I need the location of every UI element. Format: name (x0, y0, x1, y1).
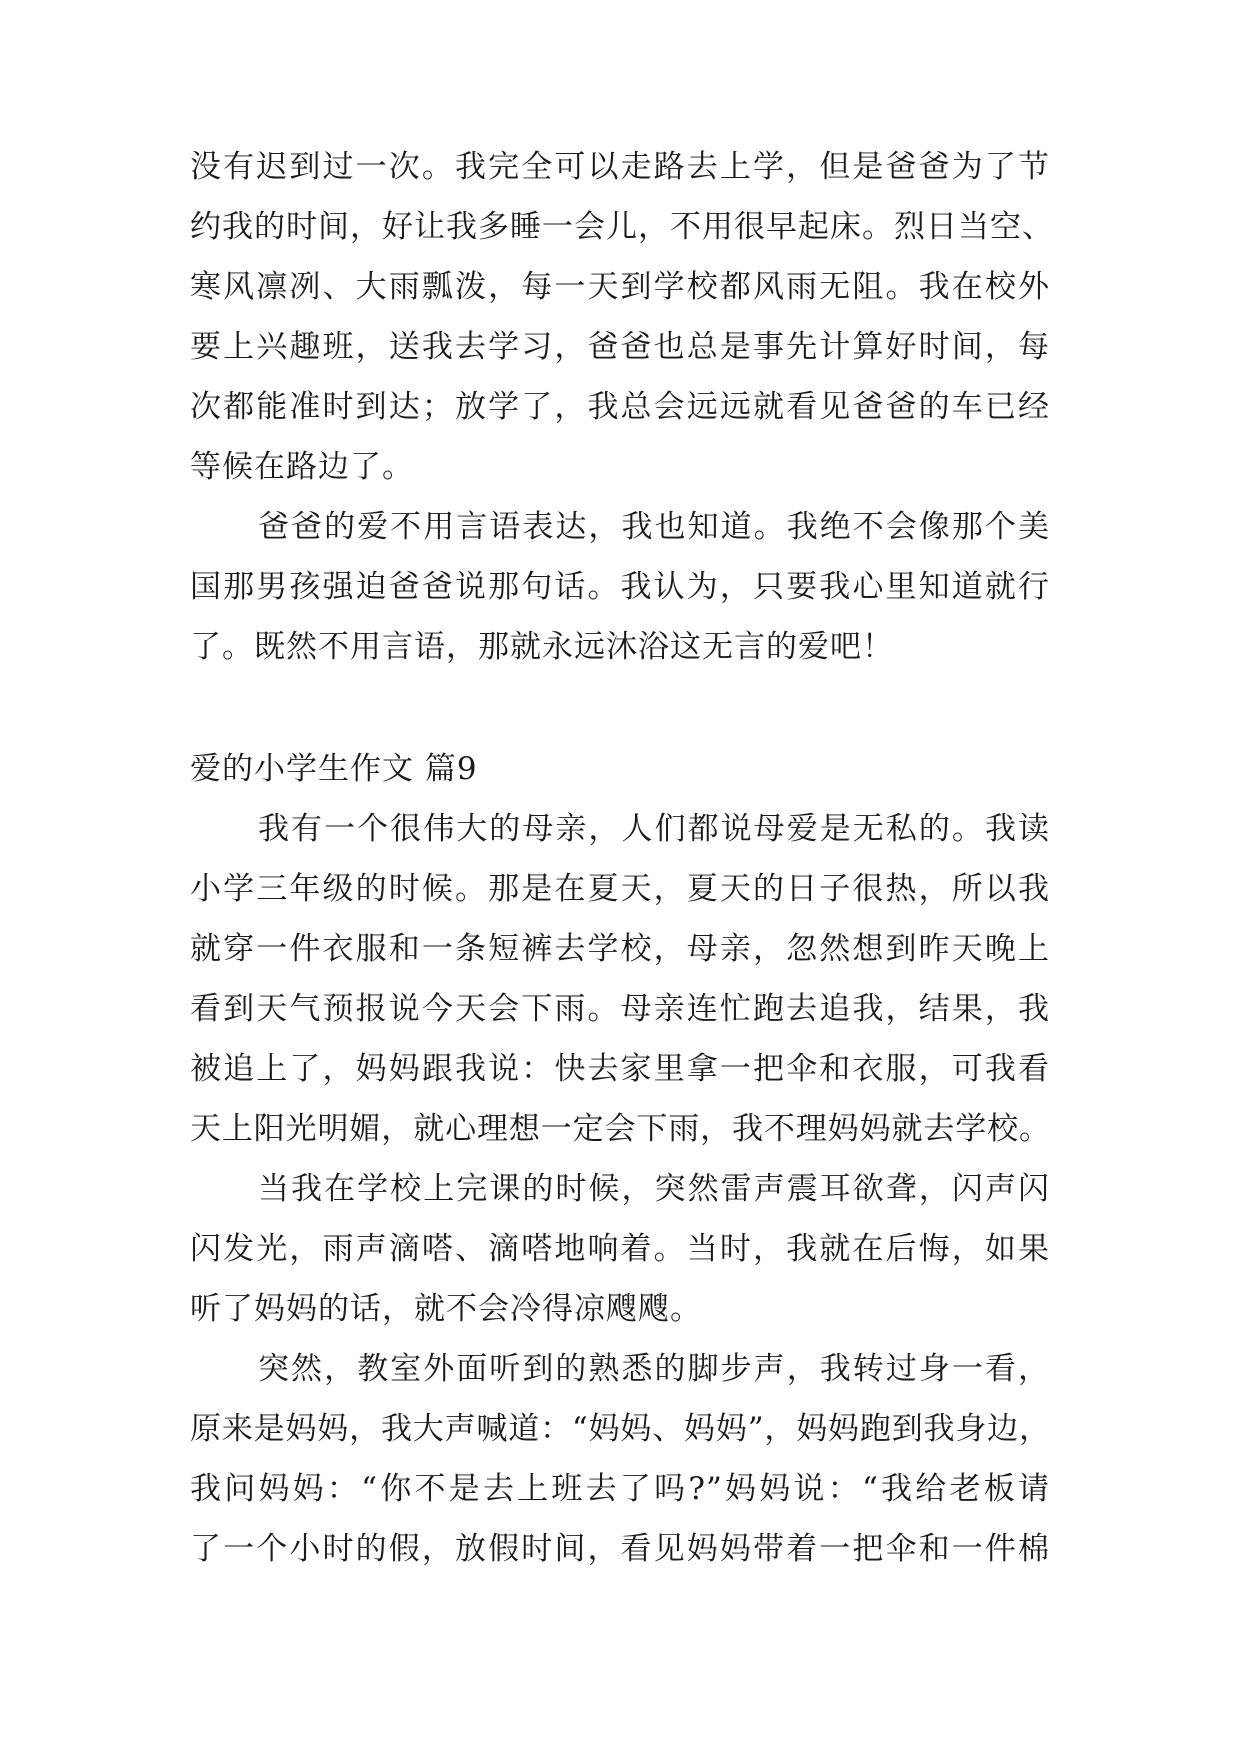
text-line: 爸爸的爱不用言语表达，我也知道。我绝不会像那个美 (258, 509, 1050, 545)
text-line: 没有迟到过一次。我完全可以走路去上学，但是爸爸为了节 (190, 149, 1050, 185)
text-line: 要上兴趣班，送我去学习，爸爸也总是事先计算好时间，每 (190, 329, 1050, 365)
text-line: 看到天气预报说今天会下雨。母亲连忙跑去追我，结果，我 (190, 991, 1050, 1027)
text-line: 我有一个很伟大的母亲，人们都说母爱是无私的。我读 (258, 811, 1050, 847)
section-heading: 爱的小学生作文 篇9 (190, 751, 478, 787)
text-line: 次都能准时到达；放学了，我总会远远就看见爸爸的车已经 (190, 389, 1050, 425)
text-line: 被追上了，妈妈跟我说：快去家里拿一把伞和衣服，可我看 (190, 1051, 1050, 1087)
text-line: 寒风凛冽、大雨瓢泼，每一天到学校都风雨无阻。我在校外 (190, 269, 1050, 305)
text-line: 小学三年级的时候。那是在夏天，夏天的日子很热，所以我 (190, 871, 1050, 907)
text-line: 约我的时间，好让我多睡一会儿，不用很早起床。烈日当空、 (190, 209, 1054, 245)
text-line: 等候在路边了。 (190, 449, 414, 485)
text-line: 我问妈妈：“你不是去上班去了吗?”妈妈说：“我给老板请 (190, 1471, 1050, 1507)
text-line: 听了妈妈的话，就不会冷得凉飕飕。 (190, 1291, 702, 1327)
text-line: 原来是妈妈，我大声喊道：“妈妈、妈妈”，妈妈跑到我身边， (190, 1411, 1050, 1447)
text-line: 天上阳光明媚，就心理想一定会下雨，我不理妈妈就去学校。 (190, 1111, 1050, 1147)
text-line: 当我在学校上完课的时候，突然雷声震耳欲聋，闪声闪 (258, 1171, 1050, 1207)
text-line: 突然，教室外面听到的熟悉的脚步声，我转过身一看， (258, 1351, 1050, 1387)
text-line: 国那男孩强迫爸爸说那句话。我认为，只要我心里知道就行 (190, 569, 1050, 605)
text-line: 闪发光，雨声滴嗒、滴嗒地响着。当时，我就在后悔，如果 (190, 1231, 1050, 1267)
text-line: 了。既然不用言语，那就永远沐浴这无言的爱吧！ (190, 629, 894, 665)
text-line: 了一个小时的假，放假时间，看见妈妈带着一把伞和一件棉 (190, 1531, 1050, 1567)
text-line: 就穿一件衣服和一条短裤去学校，母亲，忽然想到昨天晚上 (190, 931, 1050, 967)
